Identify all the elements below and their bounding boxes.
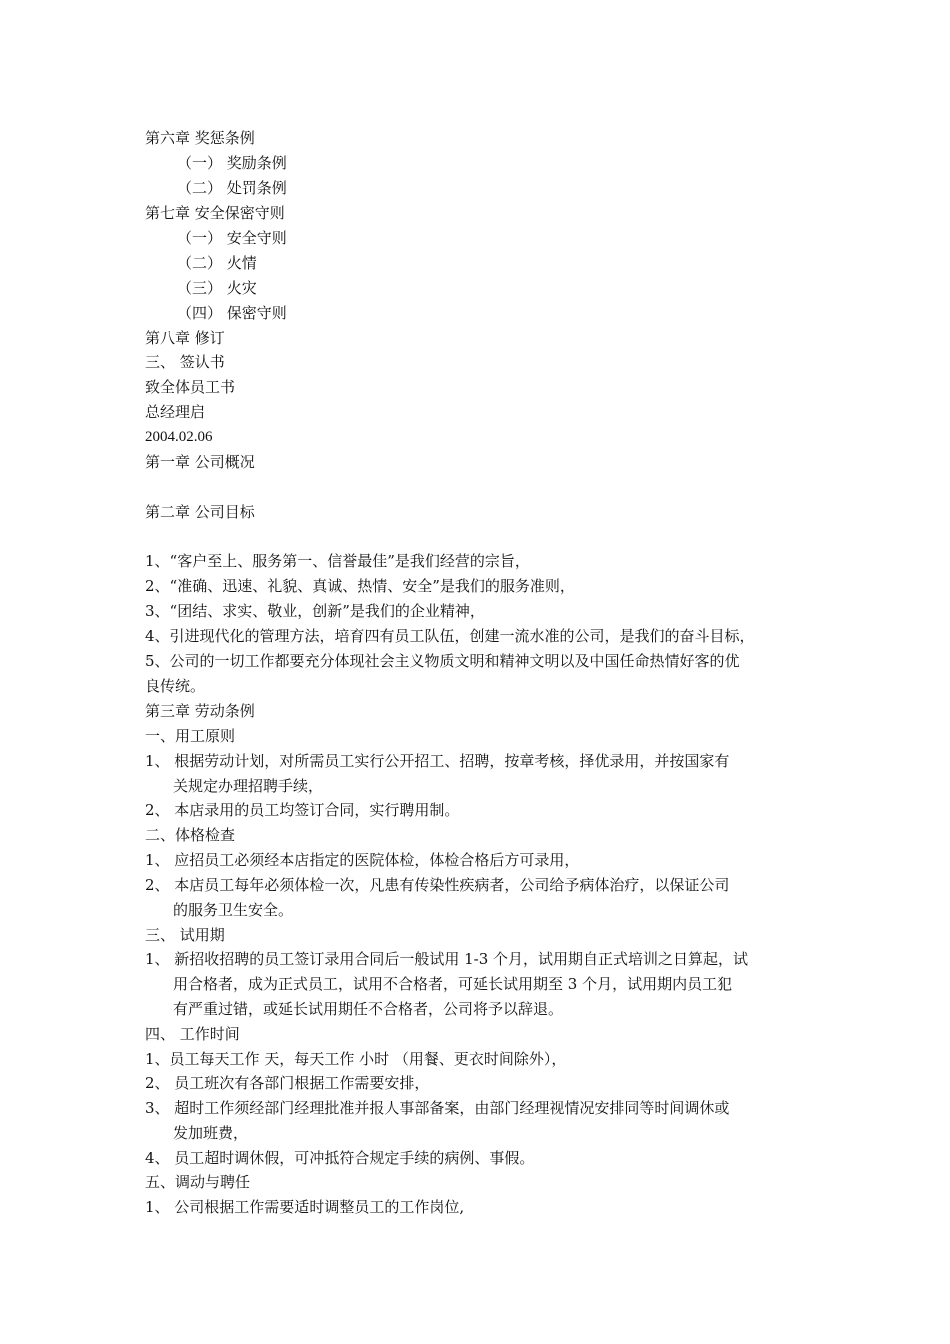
list-item-continuation: 关规定办理招聘手续，: [173, 777, 324, 795]
list-item: 3、 超时工作须经部门经理批准并报人事部备案，由部门经理视情况安排同等时间调休或: [145, 1099, 730, 1117]
list-item: 2、 本店录用的员工均签订合同，实行聘用制。: [145, 801, 460, 819]
outline-item: （三） 火灾: [177, 279, 257, 297]
chapter-3-heading: 第三章 劳动条例: [145, 702, 255, 720]
section-heading: 五、调动与聘任: [145, 1173, 251, 1191]
list-item: 1、 公司根据工作需要适时调整员工的工作岗位,: [145, 1198, 465, 1216]
letter-signature: 总经理启: [145, 403, 206, 421]
outline-chapter-6: 第六章 奖惩条例: [145, 129, 255, 147]
section-heading: 一、用工原则: [145, 727, 236, 745]
outline-item: （四） 保密守则: [177, 304, 287, 322]
list-item-continuation: 有严重过错，或延长试用期任不合格者，公司将予以辞退。: [173, 1000, 564, 1018]
outline-item: （一） 奖励条例: [177, 154, 287, 172]
list-item: 1、“客户至上、服务第一、信誉最佳”是我们经营的宗旨，: [145, 552, 530, 570]
outline-item: （一） 安全守则: [177, 229, 287, 247]
section-heading: 三、 试用期: [145, 926, 225, 944]
letter-date: 2004.02.06: [145, 429, 213, 445]
list-item: 4、引进现代化的管理方法，培育四有员工队伍，创建一流水准的公司，是我们的奋斗目标，: [145, 627, 755, 645]
chapter-1-heading: 第一章 公司概况: [145, 453, 255, 471]
letter-title: 致全体员工书: [145, 378, 236, 396]
list-item: 2、 员工班次有各部门根据工作需要安排，: [145, 1074, 430, 1092]
list-item: 1、 应招员工必须经本店指定的医院体检，体检合格后方可录用，: [145, 851, 580, 869]
list-item-continuation: 良传统。: [145, 677, 206, 695]
outline-item: （二） 处罚条例: [177, 179, 287, 197]
outline-section-3: 三、 签认书: [145, 353, 225, 371]
outline-item: （二） 火情: [177, 254, 257, 272]
outline-chapter-8: 第八章 修订: [145, 329, 225, 347]
list-item-continuation: 发加班费，: [173, 1124, 249, 1142]
list-item: 5、公司的一切工作都要充分体现社会主义物质文明和精神文明以及中国任命热情好客的优: [145, 652, 740, 670]
list-item: 1、员工每天工作 天，每天工作 小时 （用餐、更衣时间除外），: [145, 1050, 567, 1068]
chapter-2-heading: 第二章 公司目标: [145, 503, 255, 521]
list-item-continuation: 的服务卫生安全。: [173, 901, 294, 919]
list-item: 4、 员工超时调休假，可冲抵符合规定手续的病例、事假。: [145, 1149, 535, 1167]
section-heading: 二、体格检查: [145, 826, 236, 844]
section-heading: 四、 工作时间: [145, 1025, 240, 1043]
outline-chapter-7: 第七章 安全保密守则: [145, 204, 285, 222]
list-item: 2、“准确、迅速、礼貌、真诚、热情、安全”是我们的服务准则，: [145, 577, 575, 595]
list-item: 3、“团结、求实、敬业，创新”是我们的企业精神，: [145, 602, 485, 620]
list-item-continuation: 用合格者，成为正式员工，试用不合格者，可延长试用期至 3 个月，试用期内员工犯: [173, 975, 733, 993]
list-item: 2、 本店员工每年必须体检一次，凡患有传染性疾病者，公司给予病体治疗，以保证公司: [145, 876, 730, 894]
list-item: 1、 新招收招聘的员工签订录用合同后一般试用 1-3 个月，试用期自正式培训之日算起，试: [145, 950, 749, 968]
list-item: 1、 根据劳动计划，对所需员工实行公开招工、招聘，按章考核，择优录用，并按国家有: [145, 752, 730, 770]
